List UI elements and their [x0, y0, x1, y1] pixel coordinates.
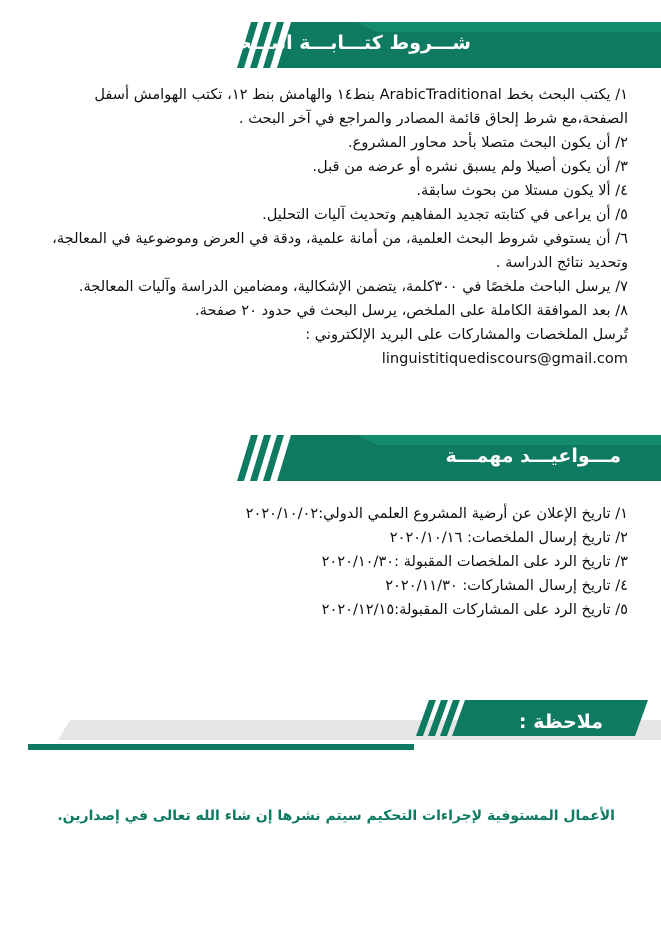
- list-item: تُرسل الملخصات والمشاركات على البريد الإلكتروني :: [305, 326, 628, 343]
- list-item: ١/ يكتب البحث بخط ArabicTraditional بنط١٤ والهامش بنط ١٢، تكتب الهوامش أسفل الصفحة،مع شرط إلحاق قائمة المصادر والمراجع في آخر البحث .: [94, 86, 628, 127]
- list-item: ٥/ تاريخ الرد على المشاركات المقبولة:٢٠٢٠/١٢/١٥: [321, 601, 628, 618]
- dates-banner: [237, 435, 661, 481]
- list-item: ٧/ يرسل الباحث ملخصًا في ٣٠٠كلمة، يتضمن الإشكالية، ومضامين الدراسة وآليات المعالجة.: [78, 278, 628, 295]
- note-title: ملاحظة :: [518, 711, 603, 733]
- list-item: ٥/ أن يراعى في كتابته تجديد المفاهيم وتحديث آليات التحليل.: [262, 206, 628, 223]
- list-item: ٢/ تاريخ إرسال الملخصات: ٢٠٢٠/١٠/١٦: [389, 529, 628, 546]
- note-banner: [0, 700, 661, 760]
- list-item: ٤/ تاريخ إرسال المشاركات: ٢٠٢٠/١١/٣٠: [385, 577, 628, 594]
- list-item: ٤/ ألا يكون مستلا من بحوث سابقة.: [416, 182, 628, 199]
- list-item: ٢/ أن يكون البحث متصلا بأحد محاور المشروع.: [348, 134, 628, 151]
- dates-title: مـــواعيـــد مهمـــة: [445, 445, 621, 467]
- list-item: ٣/ أن يكون أصيلا ولم يسبق نشره أو عرضه من قبل.: [312, 158, 628, 175]
- contact-email[interactable]: linguistitiquediscours@gmail.com: [381, 350, 628, 367]
- list-item: ٦/ أن يستوفي شروط البحث العلمية، من أمانة علمية، ودقة في العرض وموضوعية في المعالجة، وتحديد نتائج الدراسة .: [52, 230, 628, 271]
- conditions-title: شـــروط كتـــابـــة البـــحث: [217, 32, 471, 54]
- list-item: ٨/ بعد الموافقة الكاملة على الملخص، يرسل البحث في حدود ٢٠ صفحة.: [195, 302, 628, 319]
- note-text: الأعمال المستوفية لإجراءات التحكيم سيتم نشرها إن شاء الله تعالى في إصدارين.: [57, 808, 615, 824]
- conditions-list: [48, 83, 628, 371]
- conditions-banner: [217, 22, 661, 68]
- list-item: ١/ تاريخ الإعلان عن أرضية المشروع العلمي الدولي:٢٠٢٠/١٠/٠٢: [245, 505, 628, 522]
- dates-list: [150, 502, 628, 622]
- list-item: ٣/ تاريخ الرد على الملخصات المقبولة :٢٠٢٠/١٠/٣٠: [321, 553, 628, 570]
